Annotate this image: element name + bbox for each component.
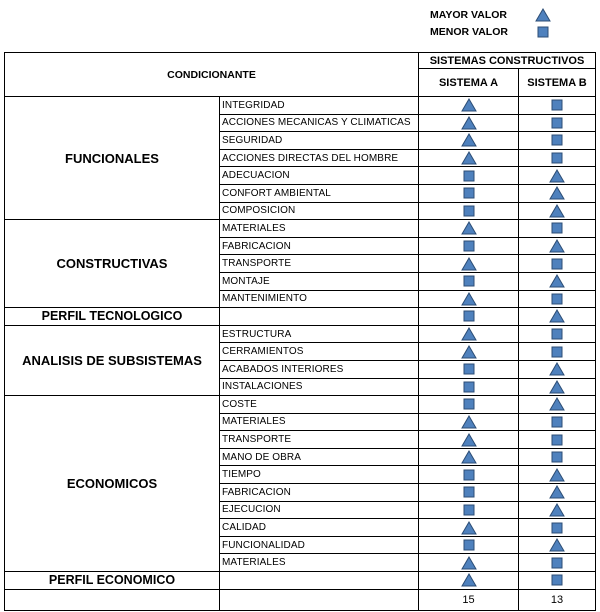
- item-label: MONTAJE: [220, 272, 419, 290]
- triangle-icon: [461, 345, 477, 359]
- triangle-icon: [533, 8, 553, 22]
- square-icon: [549, 521, 565, 535]
- sistema-a-mark: [419, 184, 519, 202]
- sistema-a-mark: [419, 290, 519, 308]
- header-sistema-b: SISTEMA B: [519, 69, 596, 97]
- square-icon: [461, 169, 477, 183]
- sistema-a-mark: [419, 325, 519, 343]
- item-label: ADECUACION: [220, 167, 419, 185]
- sistema-a-mark: [419, 519, 519, 537]
- sistema-b-mark: [519, 396, 596, 414]
- triangle-icon: [549, 503, 565, 517]
- square-icon: [461, 239, 477, 253]
- triangle-icon: [461, 133, 477, 147]
- sistema-b-mark: [519, 237, 596, 255]
- sistema-a-mark: [419, 554, 519, 572]
- sistema-a-mark: [419, 413, 519, 431]
- sistema-b-mark: [519, 413, 596, 431]
- triangle-icon: [461, 221, 477, 235]
- square-icon: [549, 151, 565, 165]
- header-sistema-a: SISTEMA A: [419, 69, 519, 97]
- square-icon: [549, 292, 565, 306]
- square-icon: [549, 345, 565, 359]
- square-icon: [461, 397, 477, 411]
- legend-menor-label: MENOR VALOR: [430, 25, 508, 38]
- triangle-icon: [535, 8, 551, 22]
- sistema-a-mark: [419, 396, 519, 414]
- item-label: TIEMPO: [220, 466, 419, 484]
- triangle-icon: [461, 98, 477, 112]
- sistema-a-mark: [419, 484, 519, 502]
- triangle-icon: [549, 204, 565, 218]
- sistema-a-mark: [419, 536, 519, 554]
- sistema-a-mark: [419, 255, 519, 273]
- triangle-icon: [549, 274, 565, 288]
- square-icon: [549, 573, 565, 587]
- header-sistemas-constructivos: SISTEMAS CONSTRUCTIVOS: [419, 53, 596, 69]
- square-icon: [461, 503, 477, 517]
- sistema-b-mark: [519, 466, 596, 484]
- sistema-a-mark: [419, 378, 519, 396]
- header-condicionante: CONDICIONANTE: [5, 53, 419, 97]
- item-label: INTEGRIDAD: [220, 97, 419, 115]
- sistema-b-mark: [519, 501, 596, 519]
- square-icon: [549, 98, 565, 112]
- item-label: COMPOSICION: [220, 202, 419, 220]
- legend-mayor-label: MAYOR VALOR: [430, 8, 508, 21]
- item-label: SEGURIDAD: [220, 132, 419, 150]
- table-row: [5, 220, 596, 238]
- item-label: FABRICACION: [220, 237, 419, 255]
- triangle-icon: [461, 521, 477, 535]
- sistema-b-mark: [519, 325, 596, 343]
- square-icon: [461, 485, 477, 499]
- sistema-b-mark: [519, 431, 596, 449]
- group-label: CONSTRUCTIVAS: [5, 220, 220, 308]
- sistema-a-mark: [419, 149, 519, 167]
- sistema-b-mark: [519, 202, 596, 220]
- sistema-b-mark: [519, 536, 596, 554]
- triangle-icon: [461, 433, 477, 447]
- sistema-b-mark: [519, 184, 596, 202]
- sistema-a-mark: [419, 501, 519, 519]
- item-label: ACCIONES MECANICAS Y CLIMATICAS: [220, 114, 419, 132]
- square-icon: [461, 538, 477, 552]
- sistema-a-mark: [419, 360, 519, 378]
- square-icon: [461, 309, 477, 323]
- item-label: TRANSPORTE: [220, 255, 419, 273]
- sistema-b-mark: [519, 572, 596, 590]
- sistema-a-mark: [419, 132, 519, 150]
- group-label: ECONOMICOS: [5, 396, 220, 572]
- item-label: CALIDAD: [220, 519, 419, 537]
- item-label: ACCIONES DIRECTAS DEL HOMBRE: [220, 149, 419, 167]
- triangle-icon: [549, 169, 565, 183]
- sistema-b-mark: [519, 272, 596, 290]
- sistema-b-mark: [519, 484, 596, 502]
- sistema-b-mark: [519, 519, 596, 537]
- triangle-icon: [549, 485, 565, 499]
- triangle-icon: [549, 186, 565, 200]
- sistema-a-mark: [419, 220, 519, 238]
- item-label: INSTALACIONES: [220, 378, 419, 396]
- triangle-icon: [549, 380, 565, 394]
- square-icon: [549, 433, 565, 447]
- item-label: FABRICACION: [220, 484, 419, 502]
- perfil-label: PERFIL ECONOMICO: [5, 572, 220, 590]
- sistema-a-mark: [419, 343, 519, 361]
- sistema-a-mark: [419, 308, 519, 326]
- sistema-a-mark: [419, 114, 519, 132]
- sistema-a-mark: [419, 202, 519, 220]
- square-icon: [535, 25, 551, 39]
- sistema-b-mark: [519, 290, 596, 308]
- square-icon: [533, 25, 553, 39]
- square-icon: [461, 186, 477, 200]
- sistema-b-mark: [519, 554, 596, 572]
- evaluation-table: [4, 52, 596, 611]
- item-label: MATERIALES: [220, 220, 419, 238]
- square-icon: [549, 450, 565, 464]
- table-row: [5, 572, 596, 590]
- triangle-icon: [461, 556, 477, 570]
- item-label: CERRAMIENTOS: [220, 343, 419, 361]
- square-icon: [549, 257, 565, 271]
- triangle-icon: [549, 309, 565, 323]
- square-icon: [461, 204, 477, 218]
- triangle-icon: [461, 292, 477, 306]
- item-label: ACABADOS INTERIORES: [220, 360, 419, 378]
- legend-menor: [430, 23, 595, 40]
- item-label: COSTE: [220, 396, 419, 414]
- sistema-b-mark: [519, 448, 596, 466]
- square-icon: [549, 116, 565, 130]
- item-label: MANO DE OBRA: [220, 448, 419, 466]
- sistema-b-mark: [519, 132, 596, 150]
- triangle-icon: [461, 450, 477, 464]
- table-row: [5, 396, 596, 414]
- item-label: TRANSPORTE: [220, 431, 419, 449]
- sistema-a-mark: [419, 466, 519, 484]
- sistema-b-mark: [519, 114, 596, 132]
- total-sistema-a: 15: [419, 589, 519, 610]
- triangle-icon: [549, 468, 565, 482]
- sistema-b-mark: [519, 308, 596, 326]
- item-label: MATERIALES: [220, 413, 419, 431]
- table-row: [5, 308, 596, 326]
- triangle-icon: [461, 415, 477, 429]
- perfil-label: PERFIL TECNOLOGICO: [5, 308, 220, 326]
- item-label: EJECUCION: [220, 501, 419, 519]
- square-icon: [461, 380, 477, 394]
- sistema-b-mark: [519, 343, 596, 361]
- item-label: MANTENIMIENTO: [220, 290, 419, 308]
- sistema-b-mark: [519, 97, 596, 115]
- sistema-b-mark: [519, 220, 596, 238]
- legend-mayor: [430, 6, 595, 23]
- square-icon: [549, 133, 565, 147]
- empty-cell: [220, 572, 419, 590]
- square-icon: [461, 468, 477, 482]
- total-sistema-b: 13: [519, 589, 596, 610]
- triangle-icon: [549, 362, 565, 376]
- empty-cell: [5, 589, 220, 610]
- triangle-icon: [461, 573, 477, 587]
- item-label: ESTRUCTURA: [220, 325, 419, 343]
- square-icon: [549, 415, 565, 429]
- item-label: FUNCIONALIDAD: [220, 536, 419, 554]
- square-icon: [549, 221, 565, 235]
- group-label: ANALISIS DE SUBSISTEMAS: [5, 325, 220, 395]
- sistema-a-mark: [419, 572, 519, 590]
- sistema-b-mark: [519, 167, 596, 185]
- square-icon: [549, 556, 565, 570]
- square-icon: [461, 274, 477, 288]
- empty-cell: [220, 589, 419, 610]
- sistema-a-mark: [419, 448, 519, 466]
- item-label: CONFORT AMBIENTAL: [220, 184, 419, 202]
- triangle-icon: [461, 327, 477, 341]
- sistema-b-mark: [519, 149, 596, 167]
- item-label: MATERIALES: [220, 554, 419, 572]
- sistema-b-mark: [519, 255, 596, 273]
- triangle-icon: [549, 239, 565, 253]
- sistema-a-mark: [419, 97, 519, 115]
- legend: [430, 6, 595, 40]
- sistema-a-mark: [419, 431, 519, 449]
- square-icon: [549, 327, 565, 341]
- sistema-b-mark: [519, 360, 596, 378]
- triangle-icon: [461, 151, 477, 165]
- table-row: [5, 97, 596, 115]
- triangle-icon: [549, 397, 565, 411]
- square-icon: [461, 362, 477, 376]
- triangle-icon: [549, 538, 565, 552]
- sistema-b-mark: [519, 378, 596, 396]
- sistema-a-mark: [419, 167, 519, 185]
- table-row: [5, 325, 596, 343]
- empty-cell: [220, 308, 419, 326]
- sistema-a-mark: [419, 237, 519, 255]
- triangle-icon: [461, 116, 477, 130]
- sistema-a-mark: [419, 272, 519, 290]
- triangle-icon: [461, 257, 477, 271]
- group-label: FUNCIONALES: [5, 97, 220, 220]
- totals-row: [5, 589, 596, 610]
